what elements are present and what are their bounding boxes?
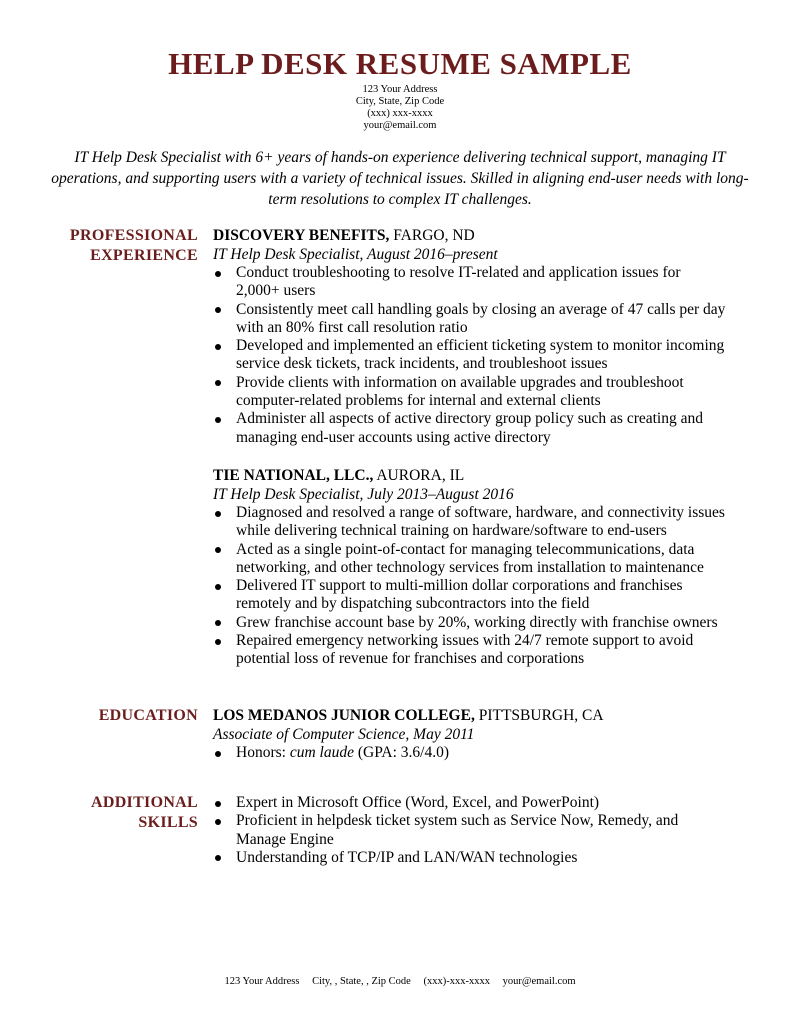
contact-city-state-zip: City, State, Zip Code — [355, 96, 445, 107]
bullet-text: Consistently meet call handling goals by closing an average of 47 calls per day — [236, 300, 726, 318]
school-name: LOS MEDANOS JUNIOR COLLEGE, — [213, 707, 475, 724]
bullet-icon — [215, 380, 221, 386]
bullet-item — [213, 337, 773, 374]
bullet-text: Diagnosed and resolved a range of software, hardware, and connectivity issues — [236, 504, 725, 521]
bullet-text: Acted as a single point-of-contact for managing telecommunications, data — [236, 540, 695, 558]
bullet-item — [213, 301, 773, 338]
resume-title: HELP DESK RESUME SAMPLE — [168, 46, 632, 81]
bullet-item — [213, 504, 773, 541]
bullet-text: 2,000+ users — [236, 282, 316, 300]
skills-entry — [213, 794, 773, 867]
bullet-icon — [215, 639, 221, 645]
bullet-icon — [215, 801, 221, 807]
bullet-item — [213, 849, 773, 867]
bullet-icon — [215, 819, 221, 825]
footer-city-state-zip: City, , State, , Zip Code — [312, 976, 411, 987]
honors-text — [236, 744, 773, 762]
education-entry — [213, 706, 773, 762]
company-name: TIE NATIONAL, LLC., — [213, 467, 374, 484]
contact-email: your@email.com — [363, 120, 437, 131]
section-label-experience — [40, 226, 198, 266]
company-name: DISCOVERY BENEFITS, — [213, 227, 390, 244]
section-label-line: SKILLS — [138, 814, 198, 831]
bullet-icon — [215, 344, 221, 350]
contact-phone: (xxx) xxx-xxxx — [367, 108, 433, 119]
bullet-text: with an 80% first call resolution ratio — [236, 318, 468, 336]
bullet-icon — [215, 584, 221, 590]
bullet-icon — [215, 271, 221, 277]
section-label-line: PROFESSIONAL — [69, 227, 198, 244]
bullet-text: Administer all aspects of active directory group policy such as creating and — [236, 410, 703, 428]
bullet-text: Repaired emergency networking issues with 24/7 remote support to avoid — [236, 632, 694, 650]
bullet-icon — [215, 620, 221, 626]
footer-address: 123 Your Address — [224, 976, 300, 987]
bullet-text: Expert in Microsoft Office (Word, Excel, and PowerPoint) — [236, 794, 600, 811]
footer-phone: (xxx)-xxx-xxxx — [423, 976, 490, 987]
job-entry — [213, 466, 773, 669]
job-entry — [213, 226, 773, 447]
bullet-text: Proficient in helpdesk ticket system such as Service Now, Remedy, and — [236, 812, 679, 830]
school-location: PITTSBURGH, CA — [474, 707, 604, 724]
bullet-icon — [215, 547, 221, 553]
bullet-item — [213, 614, 773, 632]
section-label-education — [40, 706, 198, 726]
bullet-item — [213, 264, 773, 301]
job-bullets — [213, 264, 773, 447]
degree: Associate of Computer Science, May 2011 — [213, 726, 475, 743]
section-label-skills — [40, 793, 198, 833]
bullet-icon — [215, 855, 221, 861]
bullet-item — [213, 794, 773, 812]
job-heading — [213, 226, 773, 245]
contact-block — [0, 84, 800, 132]
school-heading — [213, 706, 773, 725]
bullet-item — [213, 744, 773, 762]
bullet-icon — [215, 511, 221, 517]
job-heading — [213, 466, 773, 485]
bullet-text: Delivered IT support to multi-million dollar corporations and franchises — [236, 577, 683, 595]
bullet-text: computer-related problems for internal and external clients — [236, 392, 601, 410]
footer-contact — [0, 976, 800, 988]
section-label-line: EXPERIENCE — [90, 247, 198, 264]
honors-prefix: Honors: — [236, 744, 290, 761]
contact-address: 123 Your Address — [362, 84, 438, 95]
bullet-item — [213, 374, 773, 411]
bullet-text: Understanding of TCP/IP and LAN/WAN technologies — [236, 848, 578, 866]
bullet-icon — [215, 417, 221, 423]
bullet-text: Conduct troubleshooting to resolve IT-related and application issues for — [236, 264, 681, 281]
bullet-text: Developed and implemented an efficient ticketing system to monitor incoming — [236, 337, 725, 355]
section-label-line: EDUCATION — [98, 707, 198, 724]
bullet-text: Grew franchise account base by 20%, working directly with franchise owners — [236, 613, 718, 631]
company-location: AURORA, IL — [373, 467, 465, 484]
bullet-text: Provide clients with information on available upgrades and troubleshoot — [236, 373, 684, 391]
bullet-icon — [215, 751, 221, 757]
professional-summary: IT Help Desk Specialist with 6+ years of hands-on experience delivering technical support, managing IT operations, and supporting users with a variety of technical issues. Skilled in aligning end-user needs with long-term resolutions to complex IT challenges. — [51, 149, 749, 208]
education-bullets — [213, 744, 773, 762]
bullet-item — [213, 812, 773, 849]
footer-email: your@email.com — [502, 976, 576, 987]
job-role: IT Help Desk Specialist, August 2016–present — [213, 246, 498, 263]
bullet-text: potential loss of revenue for franchises and corporations — [236, 650, 585, 668]
bullet-item — [213, 577, 773, 614]
bullet-text: while delivering technical training on hardware/software to end-users — [236, 522, 667, 540]
bullet-text: service desk tickets, track incidents, and troubleshoot issues — [236, 355, 608, 373]
job-role: IT Help Desk Specialist, July 2013–August 2016 — [213, 486, 514, 503]
honors-gpa: (GPA: 3.6/4.0) — [353, 744, 449, 761]
bullet-text: networking, and other technology services from installation to maintenance — [236, 558, 704, 576]
company-location: FARGO, ND — [389, 227, 475, 244]
bullet-text: managing end-user accounts using active directory — [236, 428, 551, 446]
section-label-line: ADDITIONAL — [90, 794, 198, 811]
honors-distinction: cum laude — [289, 744, 354, 761]
bullet-item — [213, 632, 773, 669]
bullet-text: Manage Engine — [236, 830, 334, 848]
job-bullets — [213, 504, 773, 669]
bullet-item — [213, 410, 773, 447]
skills-bullets — [213, 794, 773, 867]
bullet-item — [213, 541, 773, 578]
bullet-text: remotely and by dispatching subcontractors into the field — [236, 595, 590, 613]
bullet-icon — [215, 307, 221, 313]
